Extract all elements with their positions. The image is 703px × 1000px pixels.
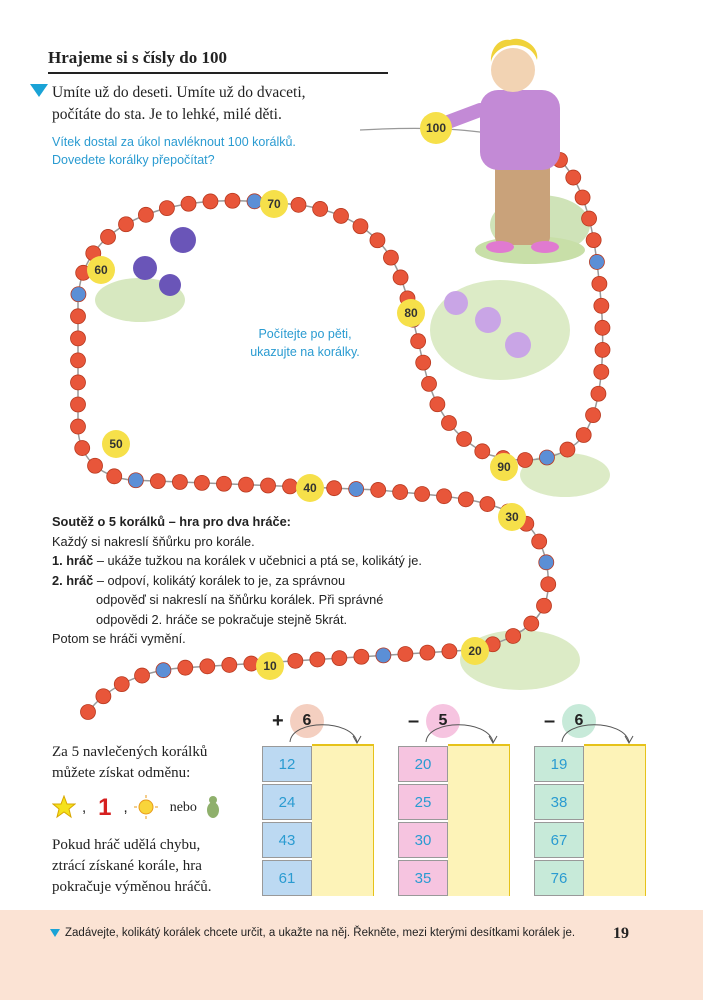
bead-blue [376,648,391,663]
bead-red [458,492,473,507]
exercise-table [534,700,674,900]
footer-instruction [50,927,575,939]
error-rule [52,835,252,898]
bead-red [138,207,153,222]
player-2-text: – odpoví, kolikátý korálek to je, za správnou [93,572,346,588]
number-cell: 43 [262,822,312,858]
bead-red [88,458,103,473]
bead-red [370,233,385,248]
bead-red [400,291,415,306]
number-cell: 30 [398,822,448,858]
bead-red [261,478,276,493]
bead-red [107,469,122,484]
bead-red [592,276,607,291]
bead-red [266,655,281,670]
counting-hint [230,325,380,361]
bead-red [582,211,597,226]
bead-red [71,309,86,324]
question-line-2: Dovedete korálky přepočítat? [52,153,215,167]
reward-line-2: můžete získat odměnu: [52,765,191,781]
error-line-2: ztrácí získané korále, hra [52,858,202,874]
player-1-text: – ukáže tužkou na korálek v učebnici a ptá se, kolikátý je. [93,553,422,568]
bead-red [291,197,306,212]
bead-red [86,246,101,261]
bead-red [71,353,86,368]
bead-label-60: 60 [87,256,115,284]
player-2-label: 2. hráč [52,572,94,588]
reward-text: Za 5 navlečených korálků můžete získat odměnu: , 1 , nebo [52,742,252,820]
bead-label-40: 40 [296,474,324,502]
intro-line-1: Umíte už do deseti. Umíte už do dvaceti, [52,84,306,101]
bead-red [354,649,369,664]
sun-icon [134,795,158,819]
bead-red [586,408,601,423]
bead-red [437,489,452,504]
bead-red [506,628,521,643]
bead-red [181,196,196,211]
bead-red [305,480,320,495]
bead-red [475,444,490,459]
bead-red [334,208,349,223]
bead-red [560,442,575,457]
arrow-icon [554,714,654,744]
number-cell: 25 [398,784,448,820]
bead-red [71,375,86,390]
number-cell: 19 [534,746,584,782]
bead-red [353,219,368,234]
bead-red [422,376,437,391]
page-number: 19 [613,925,629,942]
bead-red [71,419,86,434]
number-cell: 12 [262,746,312,782]
number-cell: 24 [262,784,312,820]
bead-red [595,342,610,357]
arrow-icon [282,714,382,744]
bead-red [594,298,609,313]
player-2-line-3: odpovědi 2. hráče se pokračuje stejně 5krát. [96,611,348,627]
operand-circle: 6 [562,704,596,738]
bead-red [393,270,408,285]
bead-red [519,516,534,531]
player-2-line-2: odpověď si nakreslí na šňůrku korálek. Při správné [96,592,384,607]
arrow-icon [418,714,518,744]
beetle-icon [203,794,223,820]
bead-red [541,577,556,592]
contest-end: Potom se hráči vymění. [52,631,186,646]
bead-label-100: 100 [420,112,452,144]
bead-blue [539,555,554,570]
operator-sign: – [544,710,556,732]
bead-red [203,194,218,209]
bead-red [101,229,116,244]
contest-line-1: Každý si nakreslí šňůrku pro korále. [52,533,255,549]
bead-red [415,486,430,501]
bead-red [383,250,398,265]
bead-red [524,616,539,631]
hint-line-2: ukazujte na korálky. [250,345,360,359]
bead-red [398,647,413,662]
intro-line-2: počítáte do sta. Je to lehké, milé děti. [52,106,282,123]
bead-label-90: 90 [490,453,518,481]
exercise-table [262,700,402,900]
bead-red [200,659,215,674]
bead-label-50: 50 [102,430,130,458]
number-cell: 35 [398,860,448,896]
bead-red [238,477,253,492]
number-cell: 67 [534,822,584,858]
bead-red [586,233,601,248]
bead-blue [156,663,171,678]
bead-red [480,497,495,512]
bead-blue [349,482,364,497]
bead-red [96,689,111,704]
bead-red [411,334,426,349]
bead-red [537,598,552,613]
bead-red [114,677,129,692]
player-1-label: 1. hráč [52,553,94,568]
bead-red [416,355,431,370]
bead-label-10: 10 [256,652,284,680]
bead-red [71,397,86,412]
bead-red [496,451,511,466]
bead-red [119,217,134,232]
bead-red [313,201,328,216]
bead-label-70: 70 [260,190,288,218]
reward-line-1: Za 5 navlečených korálků [52,744,208,760]
triangle-marker-icon [50,929,60,937]
number-cell: 76 [534,860,584,896]
bead-red [310,652,325,667]
hint-line-1: Počítejte po pěti, [258,327,352,341]
bead-red [225,193,240,208]
operand-circle: 6 [290,704,324,738]
bead-red [501,504,516,519]
bead-blue [406,312,421,327]
footer-band [0,910,703,1000]
bead-blue [539,450,554,465]
contest-title: Soutěž o 5 korálků – hra pro dva hráče: [52,514,291,529]
bead-red [594,364,609,379]
bead-red [269,195,284,210]
bead-blue [71,287,86,302]
number-cell: 20 [398,746,448,782]
bead-label-20: 20 [461,637,489,665]
error-line-1: Pokud hráč udělá chybu, [52,837,201,853]
error-line-3: pokračuje výměnou hráčů. [52,879,212,895]
or-text: nebo [169,799,197,815]
bead-red [71,331,86,346]
bead-red [178,660,193,675]
bead-red [576,428,591,443]
bead-red [371,482,386,497]
page-title: Hrajeme si s čísly do 100 [48,48,227,67]
number-cell: 38 [534,784,584,820]
footer-instruction-text: Zadávejte, kolikátý korálek chcete určit, a ukažte na něj. Řekněte, mezi kterými desítkami korálek je. [65,927,576,939]
bead-red [518,452,533,467]
exercise-table [398,700,538,900]
number-cell: 61 [262,860,312,896]
answer-column[interactable] [584,744,646,896]
answer-column[interactable] [312,744,374,896]
bead-red [288,653,303,668]
bead-red [332,651,347,666]
bead-red [194,475,209,490]
bead-red [216,476,231,491]
operator-sign: + [272,710,284,732]
star-icon [52,795,76,819]
operator-sign: – [408,710,420,732]
bead-red [441,415,456,430]
bead-blue [128,473,143,488]
bead-red [159,201,174,216]
bead-red [81,705,96,720]
bead-red [135,668,150,683]
bead-red [76,265,91,280]
bead-red [222,657,237,672]
bead-label-30: 30 [498,503,526,531]
bead-red [75,441,90,456]
question-line-1: Vítek dostal za úkol navléknout 100 korálků. [52,135,296,149]
contest-rules [52,512,472,649]
bead-red [591,386,606,401]
bead-red [575,190,590,205]
bead-red [244,656,259,671]
bead-label-80: 80 [397,299,425,327]
bead-red [327,481,342,496]
grade-one: 1 [98,793,112,821]
bead-blue [247,194,262,209]
answer-column[interactable] [448,744,510,896]
bead-red [566,170,581,185]
bead-red [532,534,547,549]
bead-red [595,320,610,335]
bead-red [172,474,187,489]
bead-red [457,432,472,447]
bead-red [283,479,298,494]
bead-blue [589,254,604,269]
bead-red [150,474,165,489]
bead-red [430,397,445,412]
bead-red [393,485,408,500]
operand-circle: 5 [426,704,460,738]
bead-red [485,637,500,652]
